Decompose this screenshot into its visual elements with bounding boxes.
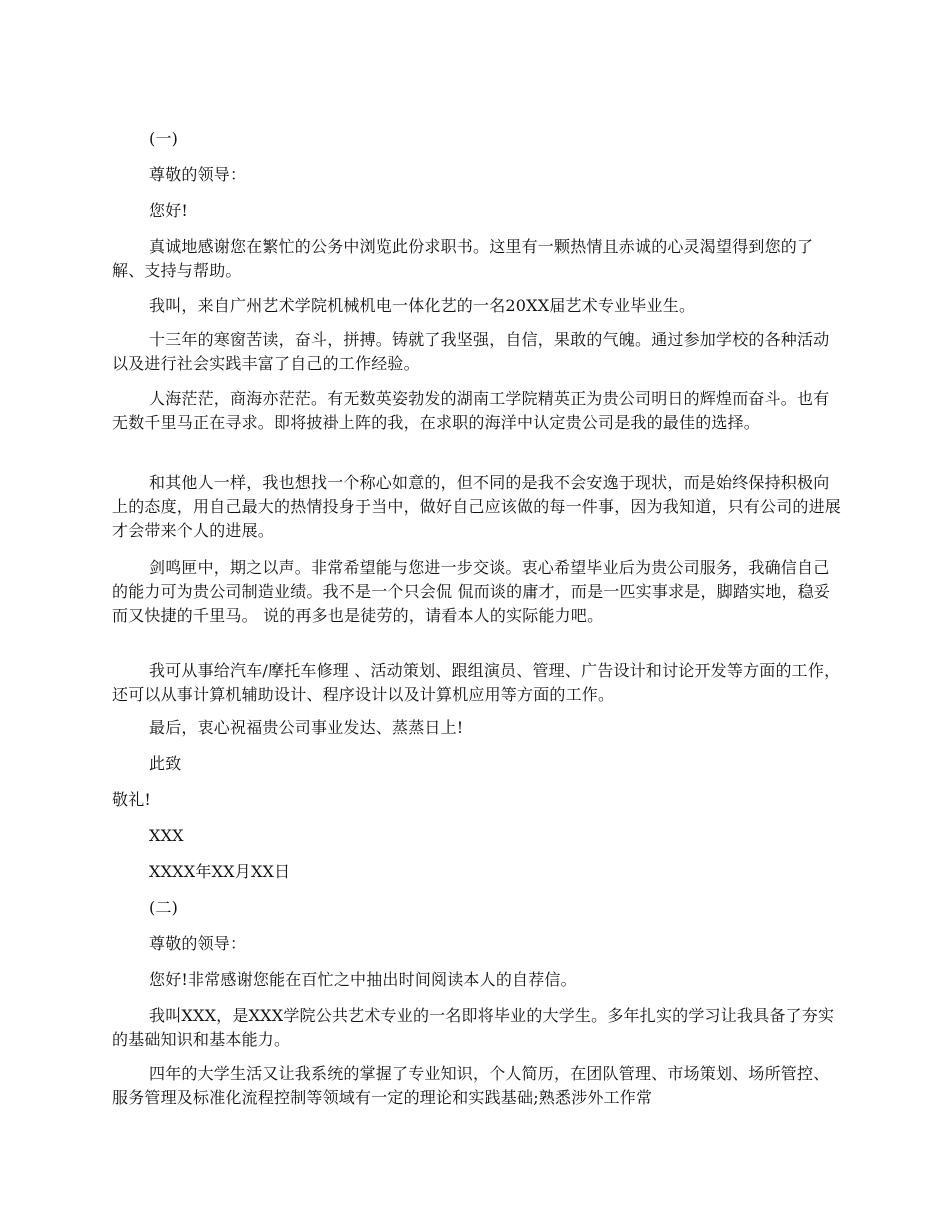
section-number: (一) — [149, 129, 179, 148]
greeting: 尊敬的领导： — [149, 934, 247, 953]
section-number: (二) — [149, 898, 179, 917]
body-paragraph: 十三年的寒窗苦读，奋斗，拼搏。铸就了我坚强，自信，果敢的气魄。通过参加学校的各种活动以及进行社会实践丰富了自己的工作经验。 — [112, 330, 830, 373]
body-paragraph: 四年的大学生活又让我系统的掌握了专业知识，个人简历，在团队管理、市场策划、场所管控、服务管理及标准化流程控制等领域有一定的理论和实践基础;熟悉涉外工作常 — [112, 1064, 830, 1107]
salutation-hello: 您好! — [149, 201, 189, 220]
signature-date: XXXX年XX月XX日 — [149, 862, 291, 881]
salute-text: 敬礼! — [112, 790, 152, 809]
body-paragraph: 和其他人一样，我也想找一个称心如意的，但不同的是我不会安逸于现状，而是始终保持积极向上的态度，用自己最大的热情投身于当中，做好自己应该做的每一件事，因为我知道，只有公司的进展才会带来个人的进展。 — [112, 473, 842, 540]
body-paragraph: 最后，衷心祝福贵公司事业发达、蒸蒸日上! — [149, 718, 464, 737]
closing-text: 此致 — [149, 754, 182, 773]
body-paragraph: 真诚地感谢您在繁忙的公务中浏览此份求职书。这里有一颗热情且赤诚的心灵渴望得到您的了解、支持与帮助。 — [112, 237, 814, 280]
body-paragraph: 人海茫茫，商海亦茫茫。有无数英姿勃发的湖南工学院精英正为贵公司明日的辉煌而奋斗。也有无数千里马正在寻求。即将披褂上阵的我，在求职的海洋中认定贵公司是我的最佳的选择。 — [112, 389, 830, 432]
body-paragraph: 我叫XXX，是XXX学院公共艺术专业的一名即将毕业的大学生。多年扎实的学习让我具备了夯实的基础知识和基本能力。 — [112, 1006, 835, 1049]
body-paragraph: 我叫，来自广州艺术学院机械机电一体化艺的一名20XX届艺术专业毕业生。 — [149, 296, 696, 315]
signature-name: XXX — [149, 826, 184, 845]
body-paragraph: 您好!非常感谢您能在百忙之中抽出时间阅读本人的自荐信。 — [149, 970, 577, 989]
greeting: 尊敬的领导： — [149, 165, 247, 184]
body-paragraph: 我可从事给汽车/摩托车修理 、活动策划、跟组演员、管理、广告设计和讨论开发等方面的工作，还可以从事计算机辅助设计、程序设计以及计算机应用等方面的工作。 — [112, 661, 841, 704]
body-paragraph: 剑鸣匣中，期之以声。非常希望能与您进一步交谈。衷心希望毕业后为贵公司服务，我确信自己的能力可为贵公司制造业绩。我不是一个只会侃 侃而谈的庸才，而是一匹实事求是，脚踏实地，稳妥而又快捷的千里马。 说的再多也是徒劳的，请看本人的实际能力吧。 — [112, 558, 831, 625]
